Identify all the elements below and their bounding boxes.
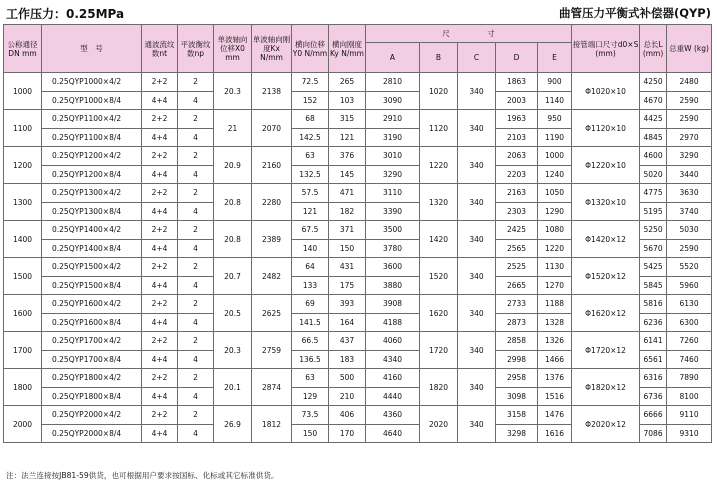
cell-weight: 6300	[667, 313, 712, 332]
cell-y0: 73.5	[292, 406, 329, 425]
cell-y0: 63	[292, 369, 329, 388]
cell-np: 2	[178, 258, 214, 277]
cell-nt: 2+2	[142, 406, 178, 425]
cell-kx: 2138	[252, 73, 292, 110]
cell-port: Φ1620×12	[572, 295, 640, 332]
header-weight: 总重W (kg)	[667, 25, 712, 73]
cell-x0: 26.9	[214, 406, 252, 443]
cell-model: 0.25QYP1600×8/4	[42, 313, 142, 332]
cell-ky: 170	[329, 424, 366, 443]
cell-nt: 4+4	[142, 91, 178, 110]
cell-nt: 4+4	[142, 387, 178, 406]
cell-x0: 20.7	[214, 258, 252, 295]
cell-x0: 20.3	[214, 73, 252, 110]
header-b: B	[420, 43, 458, 73]
cell-ky: 164	[329, 313, 366, 332]
header-port: 接管端口尺寸d0×S (mm)	[572, 25, 640, 73]
table-row	[4, 147, 712, 166]
cell-a: 3010	[366, 147, 420, 166]
cell-d: 3158	[496, 406, 538, 425]
header-e: E	[538, 43, 572, 73]
table-row	[4, 258, 712, 277]
cell-c: 340	[458, 147, 496, 184]
cell-b: 1820	[420, 369, 458, 406]
cell-a: 3500	[366, 221, 420, 240]
cell-c: 340	[458, 295, 496, 332]
cell-a: 4640	[366, 424, 420, 443]
cell-model: 0.25QYP1600×4/2	[42, 295, 142, 314]
cell-e: 1290	[538, 202, 572, 221]
cell-length: 6561	[640, 350, 667, 369]
cell-kx: 2280	[252, 184, 292, 221]
cell-length: 5250	[640, 221, 667, 240]
cell-y0: 67.5	[292, 221, 329, 240]
cell-port: Φ1020×10	[572, 73, 640, 110]
cell-dn: 1800	[4, 369, 42, 406]
cell-nt: 2+2	[142, 369, 178, 388]
cell-np: 2	[178, 295, 214, 314]
cell-nt: 4+4	[142, 128, 178, 147]
table-row	[4, 369, 712, 388]
cell-np: 4	[178, 202, 214, 221]
cell-d: 2998	[496, 350, 538, 369]
cell-a: 4160	[366, 369, 420, 388]
cell-ky: 376	[329, 147, 366, 166]
cell-length: 7086	[640, 424, 667, 443]
cell-model: 0.25QYP1400×4/2	[42, 221, 142, 240]
cell-x0: 20.8	[214, 221, 252, 258]
cell-x0: 20.1	[214, 369, 252, 406]
cell-length: 4845	[640, 128, 667, 147]
cell-a: 2910	[366, 110, 420, 129]
table-row	[4, 221, 712, 240]
cell-np: 2	[178, 221, 214, 240]
cell-e: 950	[538, 110, 572, 129]
cell-ky: 437	[329, 332, 366, 351]
cell-ky: 265	[329, 73, 366, 92]
cell-dn: 1300	[4, 184, 42, 221]
cell-weight: 5520	[667, 258, 712, 277]
cell-d: 2525	[496, 258, 538, 277]
cell-nt: 2+2	[142, 295, 178, 314]
cell-d: 2873	[496, 313, 538, 332]
header-x0: 单波轴向位移X0 mm	[214, 25, 252, 73]
cell-a: 3880	[366, 276, 420, 295]
cell-y0: 152	[292, 91, 329, 110]
cell-d: 1963	[496, 110, 538, 129]
cell-dn: 1000	[4, 73, 42, 110]
cell-port: Φ1520×12	[572, 258, 640, 295]
cell-length: 5845	[640, 276, 667, 295]
cell-c: 340	[458, 406, 496, 443]
cell-ky: 103	[329, 91, 366, 110]
cell-weight: 3630	[667, 184, 712, 203]
cell-np: 2	[178, 110, 214, 129]
cell-model: 0.25QYP1700×8/4	[42, 350, 142, 369]
cell-length: 6736	[640, 387, 667, 406]
cell-length: 4775	[640, 184, 667, 203]
cell-np: 4	[178, 239, 214, 258]
cell-model: 0.25QYP2000×8/4	[42, 424, 142, 443]
cell-kx: 2160	[252, 147, 292, 184]
cell-a: 4360	[366, 406, 420, 425]
cell-np: 4	[178, 313, 214, 332]
cell-a: 4340	[366, 350, 420, 369]
cell-kx: 2482	[252, 258, 292, 295]
working-pressure-title: 工作压力：0.25MPa	[6, 6, 125, 21]
cell-x0: 20.5	[214, 295, 252, 332]
cell-kx: 2070	[252, 110, 292, 147]
table-row	[4, 295, 712, 314]
cell-model: 0.25QYP1500×4/2	[42, 258, 142, 277]
cell-weight: 5030	[667, 221, 712, 240]
cell-np: 2	[178, 147, 214, 166]
cell-weight: 7260	[667, 332, 712, 351]
cell-weight: 7890	[667, 369, 712, 388]
cell-model: 0.25QYP1200×8/4	[42, 165, 142, 184]
cell-e: 1220	[538, 239, 572, 258]
cell-np: 2	[178, 332, 214, 351]
cell-d: 1863	[496, 73, 538, 92]
cell-np: 4	[178, 91, 214, 110]
cell-model: 0.25QYP1000×8/4	[42, 91, 142, 110]
cell-a: 4060	[366, 332, 420, 351]
cell-model: 0.25QYP1700×4/2	[42, 332, 142, 351]
cell-e: 1190	[538, 128, 572, 147]
cell-y0: 72.5	[292, 73, 329, 92]
cell-e: 1000	[538, 147, 572, 166]
cell-port: Φ1420×12	[572, 221, 640, 258]
cell-nt: 2+2	[142, 73, 178, 92]
cell-a: 3190	[366, 128, 420, 147]
cell-model: 0.25QYP2000×4/2	[42, 406, 142, 425]
cell-x0: 20.3	[214, 332, 252, 369]
cell-port: Φ1220×10	[572, 147, 640, 184]
cell-weight: 2590	[667, 239, 712, 258]
header-a: A	[366, 43, 420, 73]
cell-port: Φ1320×10	[572, 184, 640, 221]
cell-model: 0.25QYP1400×8/4	[42, 239, 142, 258]
cell-weight: 9110	[667, 406, 712, 425]
cell-a: 2810	[366, 73, 420, 92]
cell-e: 1376	[538, 369, 572, 388]
header-dimensions: 尺 寸	[366, 25, 572, 43]
cell-x0: 20.8	[214, 184, 252, 221]
cell-nt: 2+2	[142, 110, 178, 129]
cell-e: 1616	[538, 424, 572, 443]
cell-length: 4670	[640, 91, 667, 110]
cell-ky: 393	[329, 295, 366, 314]
cell-c: 340	[458, 110, 496, 147]
cell-y0: 150	[292, 424, 329, 443]
cell-weight: 3440	[667, 165, 712, 184]
cell-d: 2063	[496, 147, 538, 166]
cell-length: 5425	[640, 258, 667, 277]
header-np: 平波衡纹数np	[178, 25, 214, 73]
header-dn: 公称通径DN mm	[4, 25, 42, 73]
cell-model: 0.25QYP1800×4/2	[42, 369, 142, 388]
cell-e: 1516	[538, 387, 572, 406]
cell-nt: 4+4	[142, 239, 178, 258]
cell-y0: 68	[292, 110, 329, 129]
cell-a: 3390	[366, 202, 420, 221]
cell-ky: 500	[329, 369, 366, 388]
cell-ky: 150	[329, 239, 366, 258]
cell-length: 6141	[640, 332, 667, 351]
cell-model: 0.25QYP1300×4/2	[42, 184, 142, 203]
header-c: C	[458, 43, 496, 73]
cell-b: 1720	[420, 332, 458, 369]
cell-kx: 2874	[252, 369, 292, 406]
cell-y0: 136.5	[292, 350, 329, 369]
cell-d: 2425	[496, 221, 538, 240]
spec-table	[3, 24, 712, 443]
cell-e: 1270	[538, 276, 572, 295]
cell-weight: 3740	[667, 202, 712, 221]
cell-dn: 1200	[4, 147, 42, 184]
cell-y0: 133	[292, 276, 329, 295]
cell-nt: 2+2	[142, 221, 178, 240]
cell-ky: 145	[329, 165, 366, 184]
table-row	[4, 332, 712, 351]
cell-e: 1466	[538, 350, 572, 369]
cell-e: 1140	[538, 91, 572, 110]
cell-weight: 7460	[667, 350, 712, 369]
cell-b: 1520	[420, 258, 458, 295]
spec-table-body	[4, 73, 712, 443]
cell-a: 3110	[366, 184, 420, 203]
cell-d: 2565	[496, 239, 538, 258]
cell-d: 3298	[496, 424, 538, 443]
cell-port: Φ2020×12	[572, 406, 640, 443]
cell-length: 6316	[640, 369, 667, 388]
header-ky: 横向刚度Ky N/mm	[329, 25, 366, 73]
cell-c: 340	[458, 258, 496, 295]
cell-np: 2	[178, 184, 214, 203]
header-length: 总长L (mm)	[640, 25, 667, 73]
cell-y0: 121	[292, 202, 329, 221]
cell-nt: 2+2	[142, 184, 178, 203]
cell-kx: 1812	[252, 406, 292, 443]
cell-y0: 141.5	[292, 313, 329, 332]
cell-np: 4	[178, 387, 214, 406]
cell-length: 6236	[640, 313, 667, 332]
cell-c: 340	[458, 184, 496, 221]
cell-d: 2003	[496, 91, 538, 110]
cell-np: 2	[178, 406, 214, 425]
cell-nt: 4+4	[142, 165, 178, 184]
cell-dn: 1100	[4, 110, 42, 147]
cell-e: 1326	[538, 332, 572, 351]
cell-dn: 1700	[4, 332, 42, 369]
cell-c: 340	[458, 369, 496, 406]
page-header	[6, 4, 711, 22]
cell-port: Φ1720×12	[572, 332, 640, 369]
cell-y0: 142.5	[292, 128, 329, 147]
cell-model: 0.25QYP1800×8/4	[42, 387, 142, 406]
cell-model: 0.25QYP1500×8/4	[42, 276, 142, 295]
cell-e: 1240	[538, 165, 572, 184]
cell-a: 3908	[366, 295, 420, 314]
cell-dn: 1400	[4, 221, 42, 258]
header-d: D	[496, 43, 538, 73]
cell-length: 5195	[640, 202, 667, 221]
table-row	[4, 110, 712, 129]
cell-ky: 406	[329, 406, 366, 425]
cell-model: 0.25QYP1200×4/2	[42, 147, 142, 166]
cell-ky: 121	[329, 128, 366, 147]
cell-x0: 21	[214, 110, 252, 147]
cell-dn: 1600	[4, 295, 42, 332]
cell-a: 3600	[366, 258, 420, 277]
cell-d: 2203	[496, 165, 538, 184]
cell-b: 1120	[420, 110, 458, 147]
cell-weight: 2590	[667, 91, 712, 110]
cell-nt: 4+4	[142, 350, 178, 369]
cell-a: 4188	[366, 313, 420, 332]
cell-np: 2	[178, 73, 214, 92]
cell-weight: 9310	[667, 424, 712, 443]
cell-y0: 63	[292, 147, 329, 166]
cell-y0: 132.5	[292, 165, 329, 184]
cell-dn: 1500	[4, 258, 42, 295]
cell-b: 1420	[420, 221, 458, 258]
cell-model: 0.25QYP1000×4/2	[42, 73, 142, 92]
cell-nt: 4+4	[142, 313, 178, 332]
cell-c: 340	[458, 332, 496, 369]
cell-d: 2303	[496, 202, 538, 221]
cell-d: 3098	[496, 387, 538, 406]
cell-c: 340	[458, 221, 496, 258]
header-kx: 单波轴向刚度Kx N/mm	[252, 25, 292, 73]
cell-kx: 2625	[252, 295, 292, 332]
cell-ky: 431	[329, 258, 366, 277]
cell-length: 5020	[640, 165, 667, 184]
cell-ky: 471	[329, 184, 366, 203]
cell-model: 0.25QYP1300×8/4	[42, 202, 142, 221]
cell-kx: 2389	[252, 221, 292, 258]
cell-a: 3090	[366, 91, 420, 110]
cell-a: 4440	[366, 387, 420, 406]
product-title: 曲管压力平衡式补偿器(QYP)	[558, 6, 711, 20]
cell-b: 1220	[420, 147, 458, 184]
cell-weight: 3290	[667, 147, 712, 166]
cell-ky: 175	[329, 276, 366, 295]
cell-weight: 2590	[667, 110, 712, 129]
cell-length: 4425	[640, 110, 667, 129]
cell-np: 4	[178, 165, 214, 184]
cell-d: 2958	[496, 369, 538, 388]
cell-b: 1320	[420, 184, 458, 221]
header-model: 型 号	[42, 25, 142, 73]
cell-weight: 8100	[667, 387, 712, 406]
cell-np: 4	[178, 128, 214, 147]
cell-e: 900	[538, 73, 572, 92]
cell-ky: 210	[329, 387, 366, 406]
cell-nt: 4+4	[142, 424, 178, 443]
table-row	[4, 184, 712, 203]
cell-port: Φ1820×12	[572, 369, 640, 406]
cell-weight: 2970	[667, 128, 712, 147]
cell-np: 4	[178, 276, 214, 295]
cell-nt: 2+2	[142, 258, 178, 277]
cell-weight: 5960	[667, 276, 712, 295]
cell-ky: 183	[329, 350, 366, 369]
cell-y0: 66.5	[292, 332, 329, 351]
table-row	[4, 406, 712, 425]
cell-a: 3780	[366, 239, 420, 258]
footnote: 注：法兰连接按JB81-59供货，也可根据用户要求按国标、化标或其它标准供货。	[6, 471, 279, 480]
header-y0: 横向位移Y0 N/mm	[292, 25, 329, 73]
cell-length: 4250	[640, 73, 667, 92]
cell-length: 5816	[640, 295, 667, 314]
cell-e: 1188	[538, 295, 572, 314]
cell-model: 0.25QYP1100×8/4	[42, 128, 142, 147]
cell-nt: 4+4	[142, 202, 178, 221]
header-nt: 通波流纹数nt	[142, 25, 178, 73]
cell-d: 2858	[496, 332, 538, 351]
cell-e: 1080	[538, 221, 572, 240]
cell-ky: 371	[329, 221, 366, 240]
cell-model: 0.25QYP1100×4/2	[42, 110, 142, 129]
cell-length: 6666	[640, 406, 667, 425]
cell-port: Φ1120×10	[572, 110, 640, 147]
cell-d: 2103	[496, 128, 538, 147]
cell-length: 5670	[640, 239, 667, 258]
cell-d: 2665	[496, 276, 538, 295]
cell-nt: 4+4	[142, 276, 178, 295]
cell-b: 1020	[420, 73, 458, 110]
cell-weight: 2480	[667, 73, 712, 92]
cell-np: 2	[178, 369, 214, 388]
cell-length: 4600	[640, 147, 667, 166]
cell-e: 1476	[538, 406, 572, 425]
cell-d: 2163	[496, 184, 538, 203]
table-row	[4, 73, 712, 92]
cell-y0: 129	[292, 387, 329, 406]
cell-ky: 315	[329, 110, 366, 129]
cell-dn: 2000	[4, 406, 42, 443]
cell-nt: 2+2	[142, 332, 178, 351]
cell-ky: 182	[329, 202, 366, 221]
cell-e: 1050	[538, 184, 572, 203]
cell-nt: 2+2	[142, 147, 178, 166]
cell-y0: 64	[292, 258, 329, 277]
cell-np: 4	[178, 350, 214, 369]
cell-e: 1328	[538, 313, 572, 332]
cell-weight: 6130	[667, 295, 712, 314]
cell-kx: 2759	[252, 332, 292, 369]
cell-np: 4	[178, 424, 214, 443]
cell-y0: 57.5	[292, 184, 329, 203]
cell-d: 2733	[496, 295, 538, 314]
cell-c: 340	[458, 73, 496, 110]
cell-b: 2020	[420, 406, 458, 443]
cell-y0: 69	[292, 295, 329, 314]
cell-b: 1620	[420, 295, 458, 332]
cell-a: 3290	[366, 165, 420, 184]
cell-y0: 140	[292, 239, 329, 258]
cell-e: 1130	[538, 258, 572, 277]
cell-x0: 20.9	[214, 147, 252, 184]
